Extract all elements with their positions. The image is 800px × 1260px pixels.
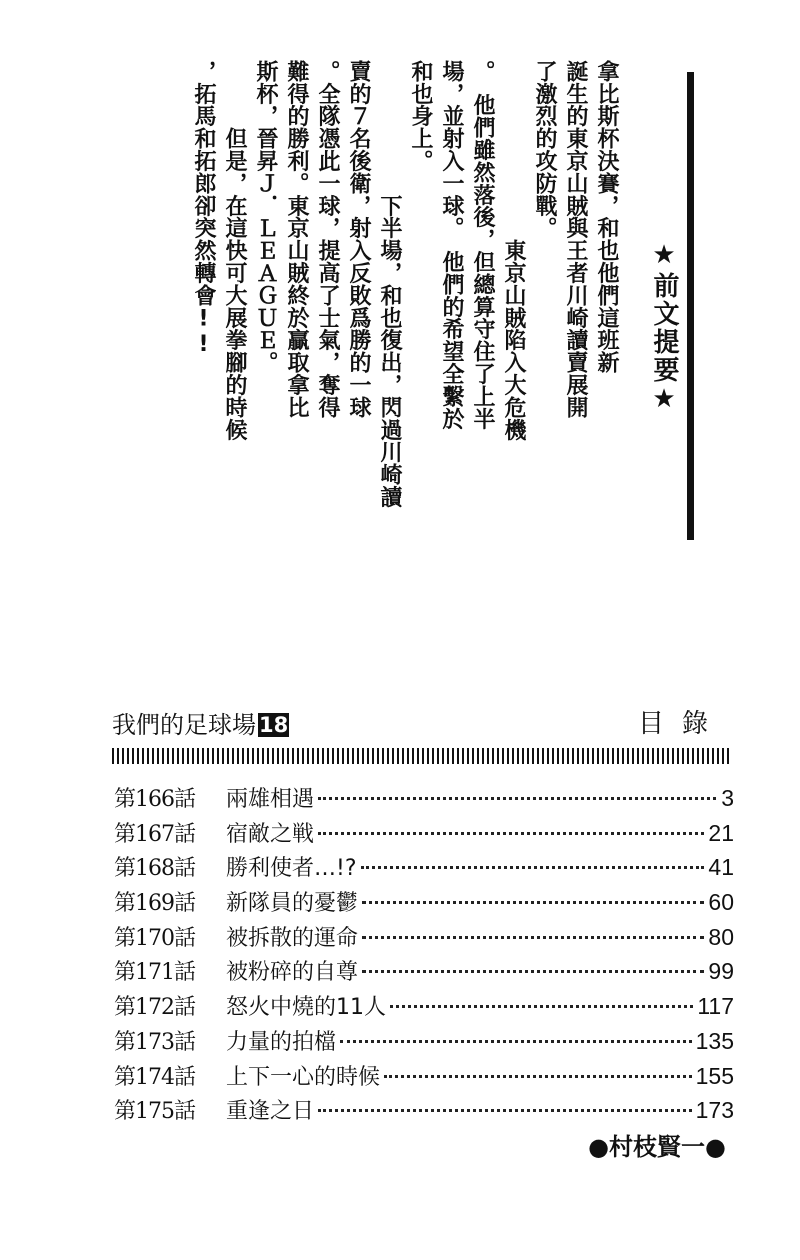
dot-leader: [362, 970, 704, 973]
dot-leader: [318, 1109, 692, 1112]
synopsis-column: 了激烈的攻防戰。: [532, 60, 557, 240]
toc-entry[interactable]: [114, 1094, 734, 1129]
synopsis-column: 和也身上。: [408, 60, 433, 172]
synopsis-column: 但是，在這快可大展拳腳的時候: [222, 60, 247, 441]
page-number: 60: [708, 889, 734, 916]
toc-entry[interactable]: [114, 817, 734, 852]
synopsis-body: [191, 60, 622, 508]
synopsis-divider-bar: [687, 72, 694, 540]
dot-leader: [318, 797, 716, 800]
episode-number: 第166話: [114, 787, 195, 812]
synopsis-column: ，拓馬和拓郎卻突然轉會!!: [191, 60, 216, 358]
page-number: 155: [695, 1062, 734, 1089]
synopsis-column: 東京山賊陷入大危機: [501, 60, 526, 441]
episode-number: 第169話: [114, 891, 195, 917]
page-number: 117: [697, 993, 734, 1020]
toc-entry[interactable]: [114, 990, 734, 1025]
dot-leader: [384, 1075, 692, 1078]
toc-header: [112, 703, 734, 743]
page-number: 135: [695, 1027, 734, 1054]
episode-number: 第167話: [114, 821, 195, 847]
dot-leader: [361, 866, 705, 869]
volume-badge: 18: [259, 713, 289, 737]
episode-number: 第170話: [114, 925, 195, 951]
page-number: 80: [708, 923, 734, 950]
decorative-stripe-rule: [112, 748, 730, 764]
episode-title: 上下一心的時候: [226, 1064, 381, 1090]
episode-number: 第175話: [114, 1099, 195, 1125]
dot-leader: [340, 1040, 692, 1043]
synopsis-column: 拿比斯杯決賽，和也他們這班新: [594, 60, 619, 374]
synopsis-column: 誕生的東京山賊與王者川崎讀賣展開: [563, 60, 588, 419]
synopsis-column: 。 他們雖然落後，但總算守住了上半: [470, 60, 495, 430]
episode-title: 重逢之日: [226, 1099, 315, 1125]
toc-entry[interactable]: [114, 955, 734, 990]
synopsis-column: 斯杯，晉昇Ｊ．ＬＥＡＧＵＥ。: [253, 60, 278, 374]
book-title-text: 我們的足球場: [112, 711, 256, 739]
toc-list: [114, 782, 734, 1129]
contents-title: 目錄: [637, 709, 726, 739]
synopsis-column: 賣的７名後衛，射入反敗爲勝的一球: [346, 60, 371, 419]
toc-entry[interactable]: [114, 782, 734, 817]
page-number: 21: [708, 819, 734, 846]
author-credit: ●村枝賢一●: [588, 1133, 726, 1161]
synopsis-column: 下半場，和也復出，閃過川崎讀: [377, 60, 402, 508]
episode-title: 宿敵之戦: [226, 821, 315, 847]
dot-leader: [318, 832, 704, 835]
episode-title: 新隊員的憂鬱: [226, 891, 359, 917]
episode-title: 怒火中燒的11人: [226, 995, 386, 1021]
episode-number: 第171話: [114, 960, 195, 986]
toc-entry[interactable]: [114, 921, 734, 956]
episode-title: 被拆散的運命: [226, 925, 359, 951]
book-title: [112, 705, 289, 740]
toc-entry[interactable]: [114, 1025, 734, 1060]
dot-leader: [390, 1005, 693, 1008]
synopsis-column: 難得的勝利。東京山賊終於贏取拿比: [284, 60, 309, 419]
dot-leader: [362, 901, 704, 904]
episode-number: 第173話: [114, 1029, 195, 1055]
episode-title: 兩雄相遇: [226, 787, 315, 812]
episode-title: 力量的拍檔: [226, 1029, 337, 1055]
episode-number: 第172話: [114, 995, 195, 1021]
page-number: 3: [721, 785, 734, 811]
dot-leader: [362, 936, 704, 939]
synopsis-column: 場，並射入一球。 他們的希望全繫於: [439, 60, 464, 430]
toc-entry[interactable]: [114, 1060, 734, 1095]
synopsis-section: [191, 60, 700, 508]
episode-title: 勝利使者…!?: [226, 856, 357, 882]
synopsis-title: ★前文提要★: [649, 240, 679, 416]
page-number: 41: [708, 854, 734, 881]
episode-title: 被粉碎的自尊: [226, 960, 359, 986]
toc-entry[interactable]: [114, 886, 734, 921]
synopsis-column: 。全隊憑此一球，提高了士氣，奪得: [315, 60, 340, 419]
episode-number: 第174話: [114, 1064, 195, 1090]
toc-entry[interactable]: [114, 851, 734, 886]
episode-number: 第168話: [114, 856, 195, 882]
page-number: 173: [695, 1097, 734, 1124]
page-number: 99: [708, 958, 734, 985]
